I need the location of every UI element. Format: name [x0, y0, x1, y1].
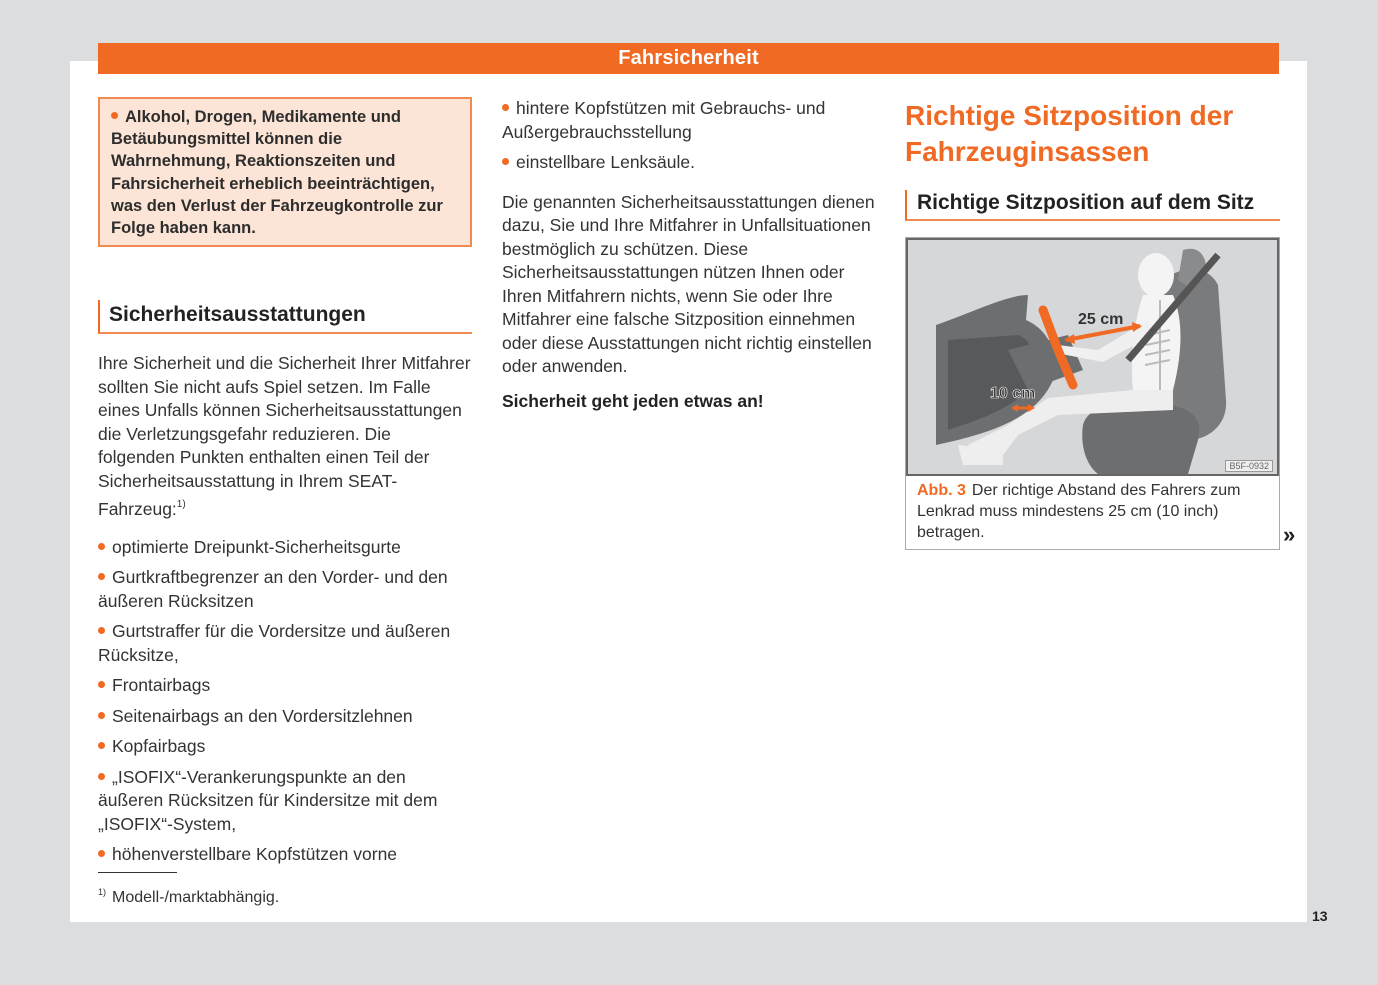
figure-caption — [906, 476, 1279, 549]
list-item-text: Gurtstraffer für die Vordersitze und äußeren Rücksitze, — [98, 621, 451, 665]
list-item — [98, 620, 472, 667]
footnote-marker: 1) — [98, 887, 107, 897]
list-item-text: „ISOFIX“-Verankerungspunkte an den äußeren Rücksitzen für Kindersitze mit dem „ISOFIX“-System, — [98, 766, 438, 834]
feature-list-continued — [502, 97, 878, 175]
intro-text: Ihre Sicherheit und die Sicherheit Ihrer Mitfahrer sollten Sie nicht aufs Spiel setzen. Im Falle eines Unfalls können Sicherheitsausstattungen die Verletzungsgefahr reduzieren. Die folgenden Punkten enthalten einen Teil der Sicherheitsausstattung in Ihrem SEAT-Fahrzeug: — [98, 353, 471, 520]
list-item — [98, 735, 472, 759]
list-item — [98, 843, 472, 867]
bullet-icon — [98, 573, 105, 580]
footnote-divider — [98, 872, 177, 873]
distance-label-knee: 10 cm — [990, 385, 1036, 402]
bullet-icon — [98, 627, 105, 634]
right-column — [905, 97, 1280, 550]
caption-text: Der richtige Abstand des Fahrers zum Lenkrad muss mindestens 25 cm (10 inch) betragen. — [917, 482, 1241, 541]
list-item-text: Frontairbags — [112, 675, 211, 696]
continue-next-page-icon: » — [1283, 522, 1296, 547]
list-item-text: Seitenairbags an den Vordersitzlehnen — [112, 705, 413, 726]
seating-position-illustration — [906, 238, 1279, 476]
feature-list — [98, 536, 472, 867]
list-item-text: höhenverstellbare Kopfstützen vorne — [112, 844, 398, 865]
list-item — [502, 151, 878, 175]
bullet-icon — [111, 112, 118, 119]
section-heading: Sicherheitsausstattungen — [98, 300, 472, 334]
list-item — [98, 674, 472, 698]
list-item-text: hintere Kopfstützen mit Gebrauchs- und Außergebrauchsstellung — [502, 98, 826, 142]
warning-text: Alkohol, Drogen, Medikamente und Betäubungsmittel können die Wahrnehmung, Reaktionszeiten und Fahrsicherheit erheblich beeinträchtigen, was den Verlust der Fahrzeugkontrolle zur Folge haben kann. — [111, 108, 443, 238]
list-item-text: optimierte Dreipunkt-Sicherheitsgurte — [112, 536, 401, 557]
footnote-text: Modell-/marktabhängig. — [112, 889, 280, 906]
list-item-text: Gurtkraftbegrenzer an den Vorder- und den äußeren Rücksitzen — [98, 567, 448, 611]
page-number: 13 — [1312, 908, 1328, 924]
footnote — [98, 887, 279, 907]
figure — [905, 237, 1280, 550]
bullet-icon — [98, 773, 105, 780]
bullet-icon — [98, 742, 105, 749]
list-item-text: Kopfairbags — [112, 736, 206, 757]
warning-box — [98, 97, 472, 247]
left-column — [98, 97, 472, 874]
list-item — [98, 566, 472, 613]
distance-label-wheel: 25 cm — [1078, 311, 1124, 328]
bullet-icon — [98, 543, 105, 550]
driver-seat-diagram-icon — [908, 240, 1279, 474]
bullet-icon — [98, 681, 105, 688]
list-item — [98, 536, 472, 560]
sub-heading: Richtige Sitzposition auf dem Sitz — [905, 190, 1280, 221]
footnote-ref[interactable]: 1) — [176, 499, 186, 511]
list-item — [98, 766, 472, 837]
chapter-header: Fahrsicherheit — [98, 43, 1279, 74]
bullet-icon — [98, 850, 105, 857]
bullet-icon — [502, 104, 509, 111]
explanation-paragraph: Die genannten Sicherheitsausstattungen dienen dazu, Sie und Ihre Mitfahrer in Unfallsituationen bestmöglich zu schützen. Diese Sicherheitsausstattungen nützen Ihnen oder Ihren Mitfahrern nichts, wenn Sie oder Ihre Mitfahrer eine falsche Sitzposition einnehmen oder diese Ausstattungen nicht richtig einstellen oder anwenden. — [502, 191, 875, 376]
list-item — [98, 705, 472, 729]
chapter-title: Richtige Sitzposition der Fahrzeuginsassen — [905, 100, 1234, 167]
figure-code: B5F-0932 — [1225, 460, 1273, 472]
list-item — [502, 97, 878, 144]
list-item-text: einstellbare Lenksäule. — [516, 152, 696, 172]
middle-column — [502, 97, 878, 413]
emphasis-statement: Sicherheit geht jeden etwas an! — [502, 390, 764, 411]
intro-paragraph — [98, 352, 472, 522]
bullet-icon — [502, 158, 509, 165]
caption-label: Abb. 3 — [917, 482, 966, 499]
bullet-icon — [98, 712, 105, 719]
